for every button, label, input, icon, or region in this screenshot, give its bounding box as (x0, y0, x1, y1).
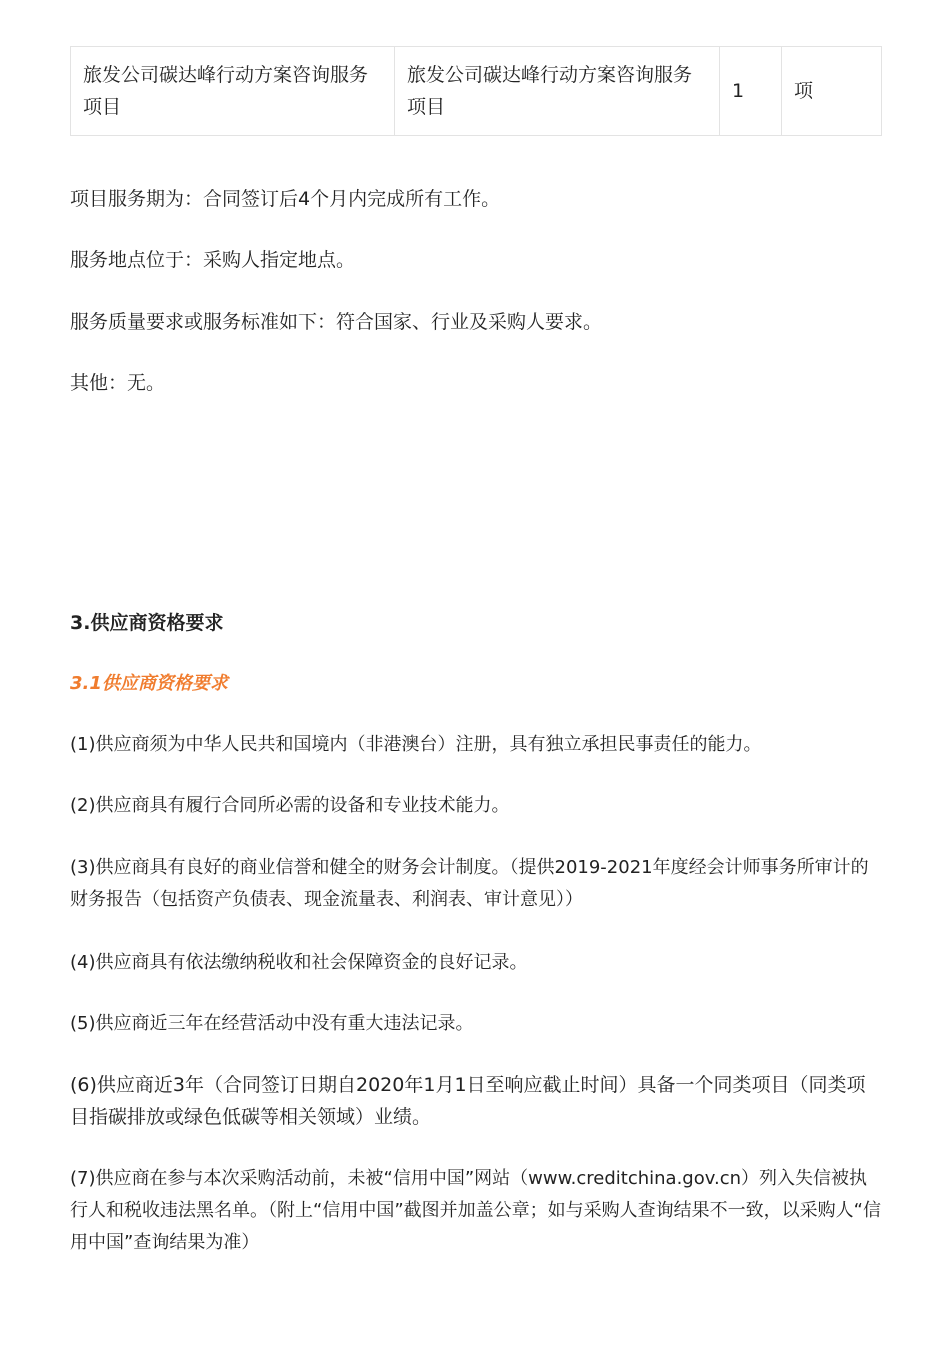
other-info: 其他：无。 (70, 372, 166, 394)
requirement-item-1: (1)供应商须为中华人民共和国境内（非港澳台）注册，具有独立承担民事责任的能力。 (70, 734, 762, 755)
requirement-item-6: (6)供应商近3年（合同签订日期自2020年1月1日至响应截止时间）具备一个同类项目（同类项目指碳排放或绿色低碳等相关领域）业绩。 (70, 1074, 866, 1128)
requirement-item-3: (3)供应商具有良好的商业信誉和健全的财务会计制度。（提供2019-2021年度经会计师事务所审计的财务报告（包括资产负债表、现金流量表、利润表、审计意见）） (70, 857, 869, 910)
requirement-item-2: (2)供应商具有履行合同所必需的设备和专业技术能力。 (70, 795, 510, 816)
item-content-cell: 旅发公司碳达峰行动方案咨询服务项目 (395, 47, 720, 136)
document-page (70, 46, 881, 1253)
requirement-item-4: (4)供应商具有依法缴纳税收和社会保障资金的良好记录。 (70, 952, 528, 973)
requirement-item-7: (7)供应商在参与本次采购活动前，未被“信用中国”网站（www.creditchina.gov.cn）列入失信被执行人和税收违法黑名单。（附上“信用中国”截图并加盖公章；如与采购人查询结果不一致，以采购人“信用中国”查询结果为准） (70, 1168, 881, 1253)
unit-cell: 项 (782, 47, 882, 136)
service-period: 项目服务期为：合同签订后4个月内完成所有工作。 (70, 188, 501, 210)
requirement-item-5: (5)供应商近三年在经营活动中没有重大违法记录。 (70, 1013, 474, 1034)
items-table (70, 46, 882, 136)
service-quality: 服务质量要求或服务标准如下：符合国家、行业及采购人要求。 (70, 311, 603, 333)
item-name-cell: 旅发公司碳达峰行动方案咨询服务项目 (71, 47, 395, 136)
section-heading: 3.供应商资格要求 (70, 612, 224, 634)
subsection-heading: 3.1供应商资格要求 (70, 673, 228, 694)
service-location: 服务地点位于：采购人指定地点。 (70, 249, 356, 271)
quantity-cell: 1 (720, 47, 782, 136)
table-row (71, 47, 882, 136)
